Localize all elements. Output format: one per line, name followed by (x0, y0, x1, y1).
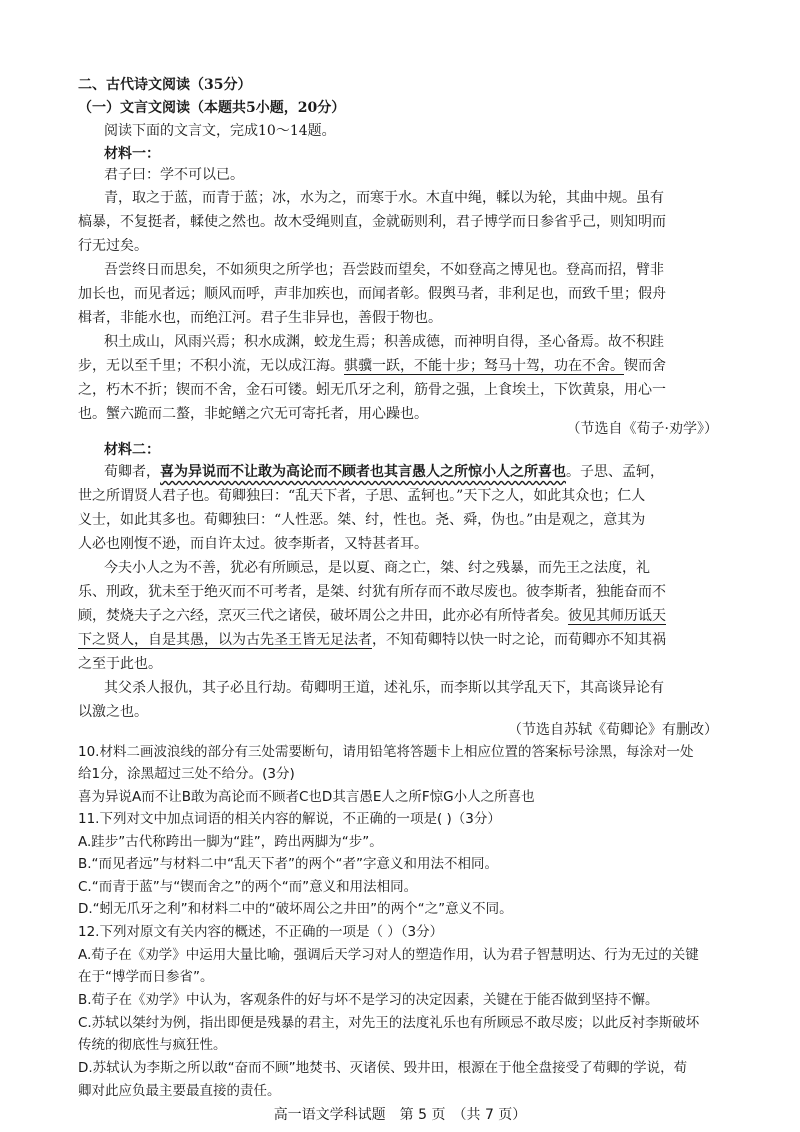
material1-line: 积土成山，风雨兴焉；积水成渊，蛟龙生焉；积善成德，而神明自得，圣心备焉。故不积跬 (104, 334, 664, 350)
option-line: D.苏轼认为李斯之所以敢“奋而不顾”地焚书、灭诸侯、毁井田，根源在于他全盘接受了荀卿的学说，荀 (78, 1060, 688, 1076)
option-line: D.“蚓无爪牙之利”和材料二中的“破坏周公之井田”的两个“之”意义不同。 (78, 901, 513, 917)
option-line: B.“而见者远”与材料二中“乱天下者”的两个“者”字意义和用法不相同。 (78, 856, 499, 872)
material2-text: 。子思、孟轲， (566, 464, 664, 480)
question-line: 10.材料二画波浪线的部分有三处需要断句，请用铅笔将答题卡上相应位置的答案标号涂黑，每涂对一处 (78, 744, 694, 760)
question-line: 12.下列对原文有关内容的概述，不正确的一项是（ ）（3分） (78, 924, 444, 940)
instruction: 阅读下面的文言文，完成10～14题。 (104, 123, 336, 139)
option-line: 卿对此应负最主要最直接的责任。 (78, 1083, 281, 1099)
material2-line: 义士，如此其多也。荀卿独曰：“人性恶。桀、纣，性也。尧、舜，伪也。”由是观之，意其为 (78, 512, 646, 528)
material1-line: 青，取之于蓝，而青于蓝；冰，水为之，而寒于水。木直中绳，輮以为轮，其曲中规。虽有 (104, 190, 664, 206)
material2-label: 材料二： (104, 442, 160, 458)
material2-line-underlined (78, 605, 728, 627)
option-line: B.荀子在《劝学》中认为，客观条件的好与坏不是学习的决定因素，关键在于能否做到坚持不懈。 (78, 992, 659, 1008)
section-title: 二、古代诗文阅读（35分） (78, 77, 252, 93)
material1-line: 吾尝终日而思矣，不如须臾之所学也；吾尝跂而望矣，不如登高之博见也。登高而招，臂非 (104, 262, 664, 278)
wavy-underlined-text: 喜为异说而不让敢为高论而不顾者也其言愚人之所惊小人之所喜也 (160, 464, 566, 480)
material1-line: 也。蟹六跪而二螯，非蛇鳝之穴无可寄托者，用心躁也。 (78, 406, 428, 422)
option-line: 传统的彻底性与疯狂性。 (78, 1037, 227, 1053)
option-line: A.跬步”古代称跨出一脚为“跬”，跨出两脚为“步”。 (78, 834, 383, 850)
underlined-text: 骐骥一跃，不能十步；驽马十驾，功在不舍。 (344, 358, 624, 374)
material2-line: 乐、刑政，犹未至于绝灭而不可考者，是桀、纣犹有所存而不敢尽废也。彼李斯者，独能奋而不 (78, 584, 666, 600)
material1-source: （节选自《荀子·劝学》） (566, 421, 718, 437)
material2-line: 其父杀人报仇，其子必且行劫。荀卿明王道，述礼乐，而李斯以其学乱天下，其高谈异论有 (104, 680, 664, 696)
material2-text: 顾，焚烧夫子之六经，烹灭三代之诸侯，破坏周公之井田，此亦必有所恃者矣。 (78, 608, 568, 624)
material2-line-underlined (78, 629, 728, 651)
underlined-text: 下之贤人，自是其愚，以为古先圣王皆无足法者 (78, 632, 372, 648)
material2-source: （节选自苏轼《荀卿论》有删改） (508, 722, 718, 738)
material2-line: 之至于此也。 (78, 656, 162, 672)
material2-line: 以激之也。 (78, 704, 148, 720)
material2-line: 人必也刚愎不逊，而自许太过。彼李斯者，又特甚者耳。 (78, 536, 428, 552)
material2-line: 今夫小人之为不善，犹必有所顾忌，是以夏、商之亡，桀、纣之残暴，而先王之法度，礼 (104, 560, 650, 576)
underlined-text: 彼见其师历诋天 (568, 608, 666, 624)
material1-text: 步，无以至千里；不积小流，无以成江海。 (78, 358, 344, 374)
option-line: 在于“博学而日参省”。 (78, 969, 214, 985)
option-line: C.“而青于蓝”与“锲而舍之”的两个“而”意义和用法相同。 (78, 879, 418, 895)
material1-label: 材料一： (104, 146, 160, 162)
material2-line: 世之所谓贤人君子也。荀卿独曰：“乱天下者，子思、孟轲也。”天下之人，如此其众也；仁人 (78, 488, 646, 504)
material1-line-underlined (78, 355, 728, 377)
material1-line: 行无过矣。 (78, 238, 148, 254)
option-line: C.苏轼以桀纣为例，指出即便是残暴的君主，对先王的法度礼乐也有所顾忌不敢尽废；以此反衬李斯破坏 (78, 1015, 700, 1031)
material2-text: 荀卿者， (104, 464, 160, 480)
page-footer: 高一语文学科试题 第 5 页 （共 7 页） (273, 1107, 527, 1123)
material1-text: 锲而舍 (624, 358, 666, 374)
question-line: 11.下列对文中加点词语的相关内容的解说，不正确的一项是( )（3分） (78, 811, 501, 827)
material1-line: 之，朽木不折；锲而不舍，金石可镂。蚓无爪牙之利，筋骨之强，上食埃土，下饮黄泉，用心一 (78, 382, 666, 398)
material1-line: 君子曰：学不可以已。 (104, 167, 244, 183)
material1-line: 槁暴，不复挺者，輮使之然也。故木受绳则直，金就砺则利，君子博学而日参省乎己，则知明而 (78, 214, 666, 230)
material1-line: 加长也，而见者远；顺风而呼，声非加疾也，而闻者彰。假舆马者，非利足也，而致千里；假舟 (78, 286, 666, 302)
material1-line: 楫者，非能水也，而绝江河。君子生非异也，善假于物也。 (78, 310, 442, 326)
question-line: 喜为异说A而不让B敢为高论而不顾者C也D其言愚E人之所F惊G小人之所喜也 (78, 789, 535, 805)
option-line: A.荀子在《劝学》中运用大量比喻，强调后天学习对人的塑造作用，认为君子智慧明达、行为无过的关键 (78, 947, 699, 963)
subsection-title: （一）文言文阅读（本题共5小题，20分） (78, 100, 346, 116)
question-line: 给1分，涂黑超过三处不给分。(3分) (78, 766, 295, 782)
material2-line-wavy (104, 461, 754, 483)
material2-text: ，不知荀卿特以快一时之论，而荀卿亦不知其祸 (372, 632, 666, 648)
